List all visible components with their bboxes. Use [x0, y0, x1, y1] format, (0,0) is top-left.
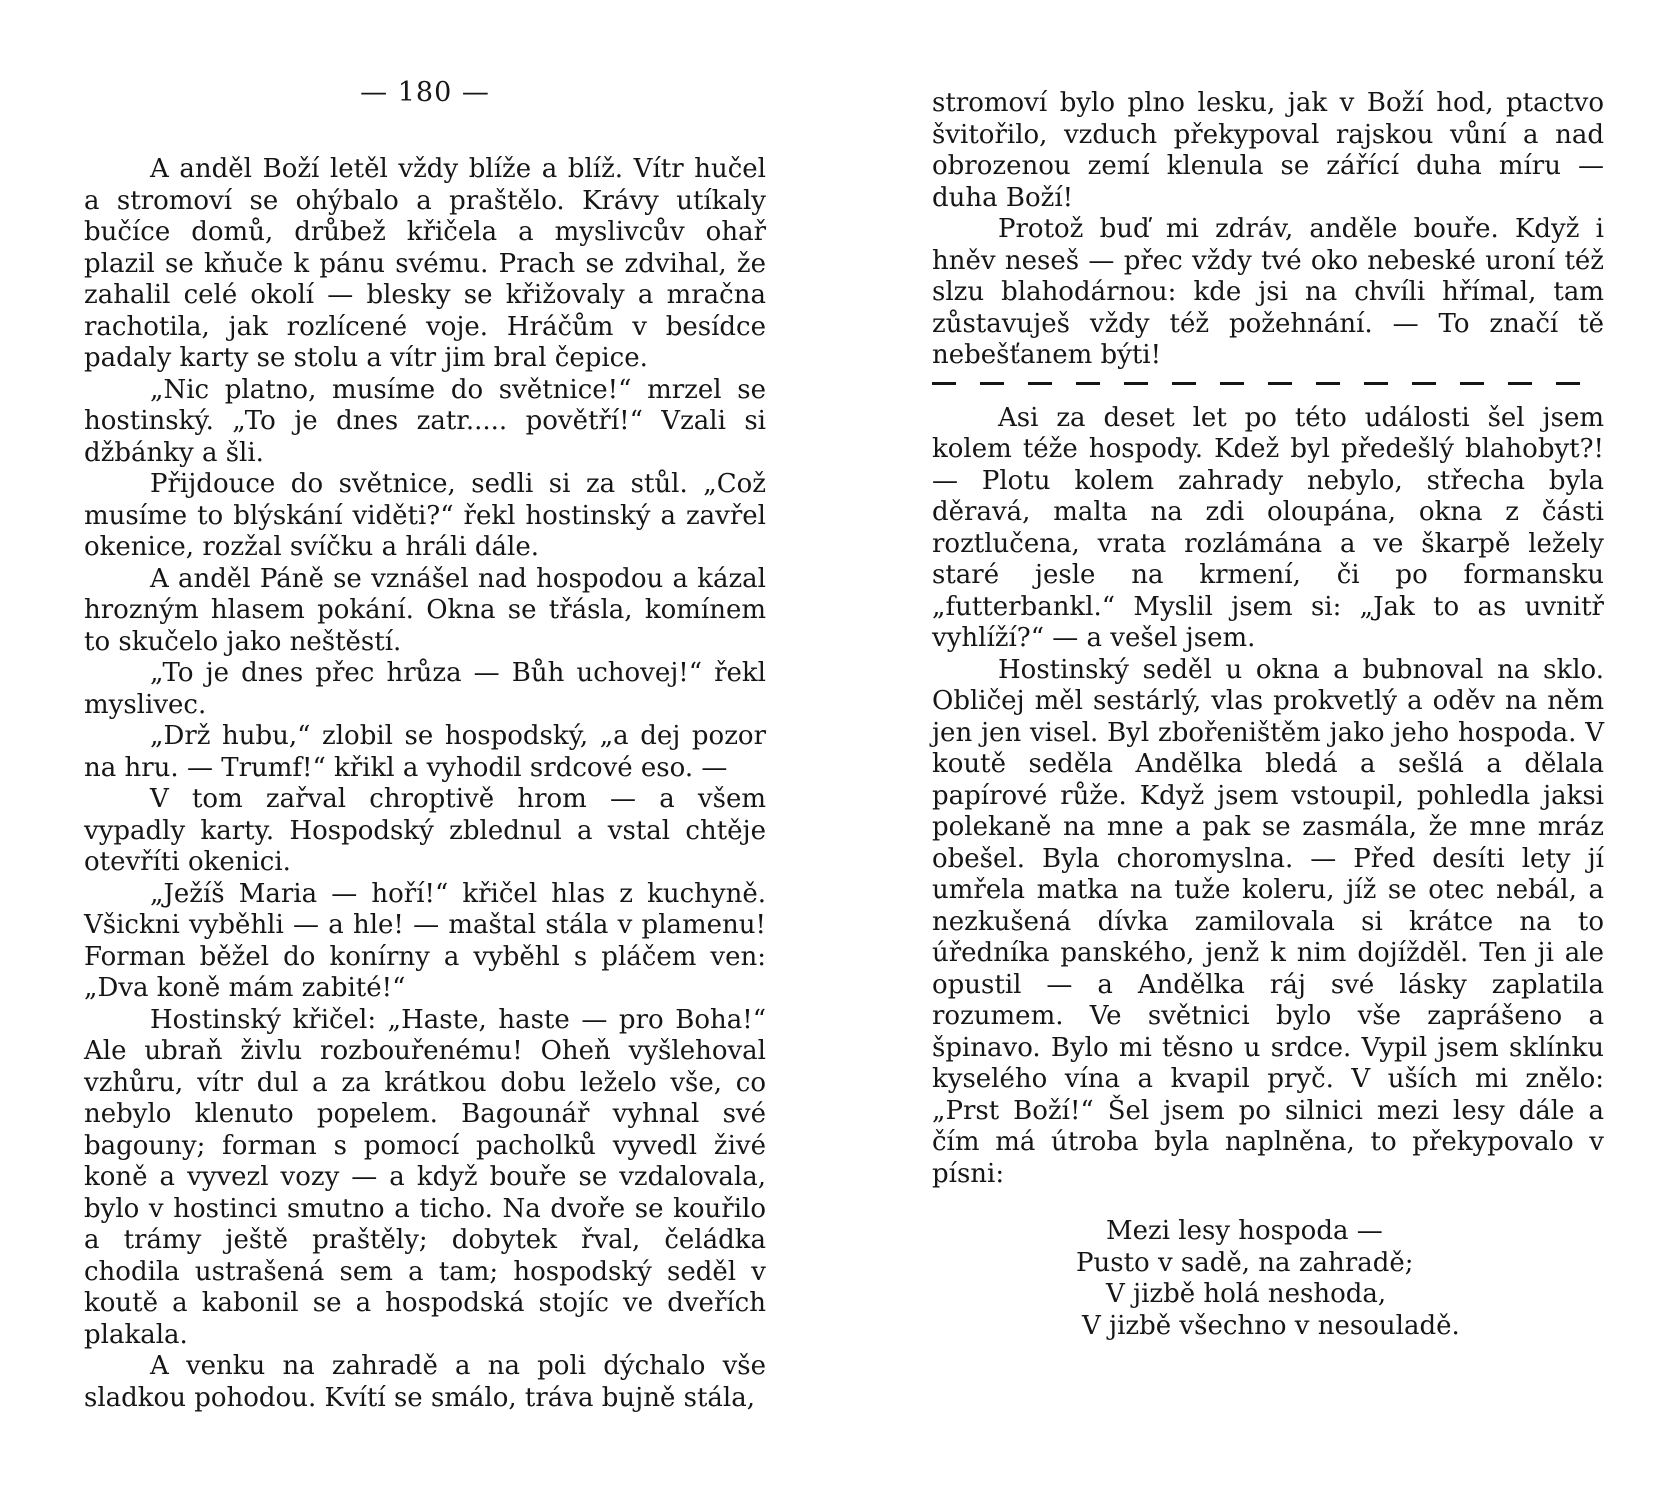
left-text-column — [84, 154, 766, 1414]
paragraph: Přijdouce do světnice, sedli si za stůl. „Což musíme to blýskání viděti?“ řekl hostinský a zavřel okenice, rozžal svíčku a hráli dále. — [84, 469, 766, 562]
poem-stanza — [1076, 1216, 1604, 1342]
section-divider — [932, 382, 1604, 385]
paragraph: Asi za deset let po této události šel jsem kolem téže hospody. Kdež byl předešlý blahobyt?! — Plotu kolem zahrady nebylo, střecha byla děravá, malta na zdi oloupána, okna z části roztlučena, vrata rozlámána a ve škarpě ležely staré jesle na krmení, či po formansku „futterbankl.“ Myslil jsem si: „Jak to as uvnitř vyhlíží?“ — a vešel jsem. — [932, 402, 1604, 653]
paragraph-continuation: stromoví bylo plno lesku, jak v Boží hod, ptactvo švitořilo, vzduch překypoval rajskou vůní a nad obrozenou zemí klenula se zářící duha míru — duha Boží! — [932, 88, 1604, 213]
paragraph: A anděl Boží letěl vždy blíže a blíž. Vítr hučel a stromoví se ohýbalo a praštělo. Krávy utíkaly bučíce domů, drůbež křičela a myslivcův ohař plazil se kňuče k pánu svému. Prach se zdvihal, že zahalil celé okolí — blesky se křižovaly a mračna rachotila, jak rozlícené voje. Hráčům v besídce padaly karty se stolu a vítr jim bral čepice. — [84, 154, 766, 373]
paragraph: „Ježíš Maria — hoří!“ křičel hlas z kuchyně. Všickni vyběhli — a hle! — maštal stála v plamenu! Forman běžel do konírny a vyběhl s pláčem ven: „Dva koně mám zabité!“ — [84, 878, 766, 1003]
paragraph: Protož buď mi zdráv, anděle bouře. Když i hněv neseš — přec vždy tvé oko nebeské uroní též slzu blahodárnou: kde jsi na chvíli hřímal, tam zůstavuješ vždy též požehnání. — To značí tě nebešťanem býti! — [932, 214, 1604, 370]
poem-line: Mezi lesy hospoda — — [1106, 1216, 1383, 1246]
right-text-column — [932, 88, 1604, 1342]
paragraph: A anděl Páně se vznášel nad hospodou a kázal hrozným hlasem pokání. Okna se třásla, komínem to skučelo jako neštěstí. — [84, 563, 766, 657]
paragraph: „Nic platno, musíme do světnice!“ mrzel se hostinský. „To je dnes zatr..... povětří!“ Vzali si džbánky a šli. — [84, 374, 766, 468]
paragraph: V tom zařval chroptivě hrom — a všem vypadly karty. Hospodský zblednul a vstal chtěje otevříti okenici. — [84, 784, 766, 877]
poem-line: Pusto v sadě, na zahradě; — [1076, 1247, 1414, 1278]
poem-line: V jizbě všechno v nesouladě. — [1082, 1310, 1460, 1341]
paragraph: „To je dnes přec hrůza — Bůh uchovej!“ řekl myslivec. — [84, 658, 766, 720]
paragraph: Hostinský křičel: „Haste, haste — pro Boha!“ Ale ubraň živlu rozbouřenému! Oheň vyšlehoval vzhůru, vítr dul a za krátkou dobu leželo vše, co nebylo klenuto popelem. Bagounář vyhnal své bagouny; forman s pomocí pacholků vyvedl živé koně a vyvezl vozy — a když bouře se vzdalovala, bylo v hostinci smutno a ticho. Na dvoře se kouřilo a trámy ještě praštěly; dobytek řval, čeládka chodila ustrašená sem a tam; hospodský seděl v koutě a kabonil se a hospodská stojíc ve dveřích plakala. — [84, 1004, 766, 1350]
paragraph: Hostinský seděl u okna a bubnoval na sklo. Obličej měl sestárlý, vlas prokvetlý a oděv na něm jen jen visel. Byl zbořeništěm jako jeho hospoda. V koutě seděla Andělka bledá a sešlá a dělala papírové růže. Když jsem vstoupil, pohledla jaksi polekaně na mne a pak se zasmála, že mne mráz obešel. Byla choromyslna. — Před desíti lety jí umřela matka na tuže koleru, jíž se otec nebál, a nezkušená dívka zamilovala si krátce na to úředníka panského, jenž k nim dojížděl. Ten ji ale opustil — a Andělka ráj své lásky zaplatila rozumem. Ve světnici bylo vše zaprášeno a špinavo. Bylo mi těsno u srdce. Vypil jsem sklínku kyselého vína a kvapil pryč. V uších mi znělo: „Prst Boží!“ Šel jsem po silnici mezi lesy dále a čím má útroba byla naplněna, to překypovalo v písni: — [932, 654, 1604, 1189]
paragraph: „Drž hubu,“ zlobil se hospodský, „a dej pozor na hru. — Trumf!“ křikl a vyhodil srdcové eso. — — [84, 721, 766, 783]
page-number: — 180 — — [360, 77, 490, 108]
poem-line: V jizbě holá neshoda, — [1106, 1279, 1387, 1309]
paragraph: A venku na zahradě a na poli dýchalo vše sladkou pohodou. Kvítí se smálo, tráva bujně stála, — [84, 1351, 766, 1413]
